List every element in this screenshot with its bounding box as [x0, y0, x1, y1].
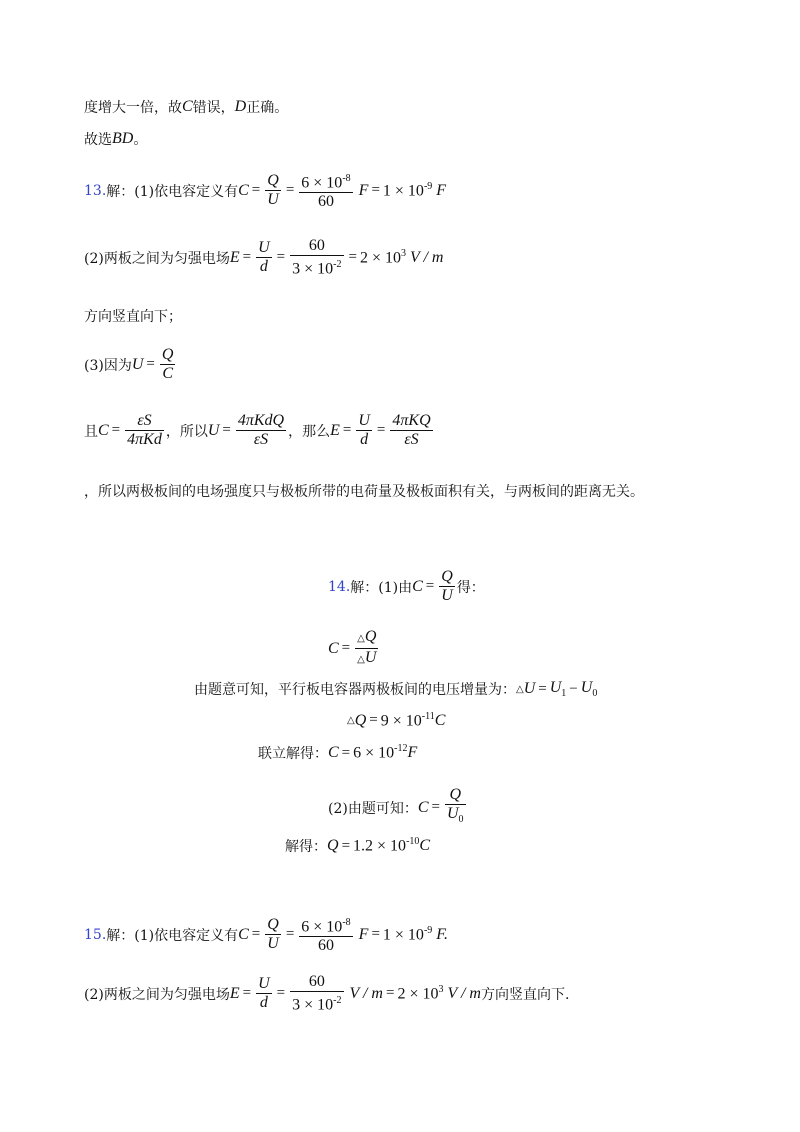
q14-result: 解得： Q = $1.2 \times 10^{-10}$ C — [285, 836, 431, 855]
text: (3)因为 — [84, 357, 132, 374]
text: 解得： — [285, 839, 327, 855]
text: ，所以两极板间的电场强度只与极板所带的电荷量及极板面积有关，与两板间的距离无关。 — [84, 484, 644, 500]
text: 解：(1)由 — [350, 579, 413, 596]
q13-part3-derivation: 且 C = $\frac{\varepsilon S}{\text{4πKd}}$ ，所以 U = $\frac{\text{4πKdQ}}{\varepsilon S}$ ，那么 E = $\frac{U}{d}$ = $\frac{\text{4πKQ}}{\varepsilon S}$ — [84, 412, 431, 448]
q13-part3: (3)因为 U = $\frac{Q}{C}$ — [84, 346, 174, 382]
q13-conclusion — [84, 481, 644, 501]
q14-solve: 联立解得： C = $6 \times 10^{-12}$ F — [258, 743, 418, 762]
text: ，所以 — [165, 423, 208, 440]
q13-part2: (2)两板之间为匀强电场 E = $\frac{U}{d}$ = $\frac{60}{3 \times 10^{-2}}$ = $2 \times 10^3$ V / m — [84, 237, 444, 278]
fraction: $\frac{\varepsilon S}{\text{4πKd}}$ — [127, 412, 162, 448]
fraction: $\frac{60}{3 \times 10^{-2}}$ — [292, 237, 342, 278]
fraction: $\frac{6 \times 10^{-8}}{60}$ — [301, 917, 351, 955]
q13-direction — [84, 306, 182, 326]
text: 解：(1)依电容定义有 — [106, 927, 239, 944]
text: 得： — [456, 579, 485, 596]
text: ，那么 — [288, 423, 331, 440]
fraction: $\frac{Q}{U}$ — [267, 172, 279, 209]
fraction: $\frac{Q}{U}$ — [267, 916, 279, 953]
var-d: D — [234, 98, 247, 115]
fraction: $\frac{Q}{U_0}$ — [446, 786, 464, 826]
q13-part1: 13. 解：(1)依电容定义有 C = $\frac{Q}{U}$ = $\frac{6 \times 10^{-8}}{60}$ F = $1 \times 10^{-9}$ F — [84, 170, 446, 211]
question-number: 15. — [84, 926, 107, 943]
fraction: $\frac{U}{d}$ — [258, 239, 270, 276]
var-c: C — [182, 98, 193, 115]
text: 。 — [133, 132, 148, 148]
fraction: $\frac{60}{3 \times 10^{-2}}$ — [292, 973, 342, 1014]
text: (2)两板之间为匀强电场 — [84, 250, 230, 267]
question-number: 13. — [84, 182, 107, 199]
text: 度增大一倍，故 — [84, 100, 182, 116]
text: 解：(1)依电容定义有 — [106, 183, 239, 200]
text-line-1 — [84, 97, 288, 117]
text: 错误， — [192, 100, 235, 116]
formula: C — [238, 181, 249, 199]
fraction: $\frac{\triangle Q}{\triangle U}$ — [357, 628, 377, 666]
fraction: $\frac{6 \times 10^{-8}}{60}$ — [301, 173, 351, 211]
text: 联立解得： — [258, 746, 328, 762]
text: 方向竖直向下； — [84, 309, 182, 325]
text: 故选 — [84, 132, 112, 148]
text: (2)两板之间为匀强电场 — [84, 986, 230, 1003]
q14-delta-formula: C = $\frac{\triangle Q}{\triangle U}$ — [328, 628, 380, 669]
fraction: $\frac{\text{4πKdQ}}{\varepsilon S}$ — [237, 412, 285, 448]
fraction: $\frac{Q}{U}$ — [441, 568, 453, 604]
q15-part2: (2)两板之间为匀强电场 E = $\frac{U}{d}$ = $\frac{60}{3 \times 10^{-2}}$ V / m = $2 \times 10^3$ V / m 方向竖直向下. — [84, 973, 570, 1014]
answer: BD — [112, 130, 134, 147]
fraction: $\frac{U}{d}$ — [358, 412, 370, 448]
text: 且 — [84, 423, 98, 440]
q14-charge-change: △ Q = $9 \times 10^{-11}$ C — [347, 711, 446, 730]
question-number: 14. — [328, 578, 351, 595]
text: (2)由题可知： — [328, 800, 418, 817]
q14-part1: 14. 解：(1)由 C = $\frac{Q}{U}$ 得： — [328, 568, 485, 604]
q14-part2: (2)由题可知： C = $\frac{Q}{U_0}$ — [328, 786, 468, 829]
fraction: $\frac{\text{4πKQ}}{\varepsilon S}$ — [392, 412, 431, 448]
fraction: $\frac{U}{d}$ — [258, 975, 270, 1012]
text: 方向竖直向下. — [480, 986, 570, 1003]
text: 正确。 — [246, 100, 289, 116]
q15-part1: 15. 解：(1)依电容定义有 C = $\frac{Q}{U}$ = $\frac{6 \times 10^{-8}}{60}$ F = $1 \times 10^{-9}$ F. — [84, 914, 448, 955]
fraction: $\frac{Q}{C}$ — [161, 346, 174, 382]
q14-voltage-change: 由题意可知，平行板电容器两极板间的电压增量为： △ U = $U_1$ − $U_0$ — [194, 679, 598, 700]
text-line-2 — [84, 129, 147, 149]
text: 由题意可知，平行板电容器两极板间的电压增量为： — [194, 682, 516, 699]
